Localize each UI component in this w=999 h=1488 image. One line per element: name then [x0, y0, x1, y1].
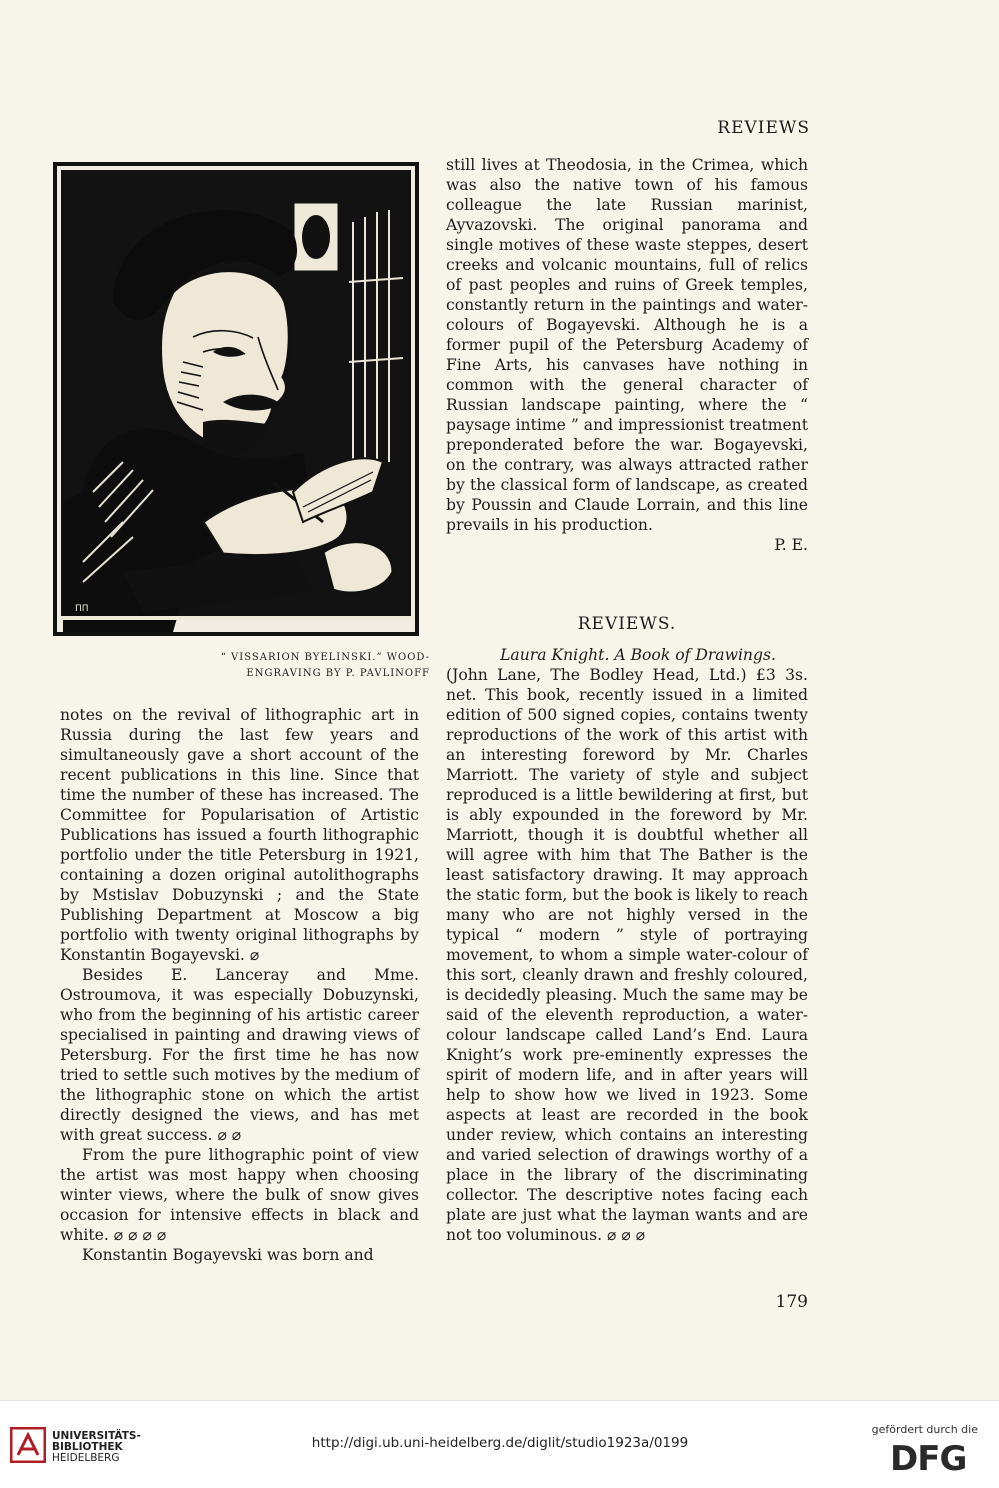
review-laura-knight [446, 645, 808, 1245]
paragraph: Konstantin Bogayevski was born and [82, 1246, 374, 1264]
university-library-logo-icon [10, 1427, 46, 1463]
library-name-line-2: BIBLIOTHEK [52, 1441, 123, 1453]
library-name-line-1: UNIVERSITÄTS- [52, 1430, 141, 1442]
caption-line-2: ENGRAVING BY P. PAVLINOFF [246, 668, 430, 679]
page-number: 179 [775, 1292, 808, 1312]
svg-text:ПП: ПП [75, 604, 89, 614]
dfg-logo: DFG [890, 1439, 967, 1479]
woodcut-portrait [53, 162, 419, 636]
paragraph: still lives at Theodosia, in the Crimea, which was also the native town of his famous colleague the late Russian marinist, Ayvazovski. The original panorama and single motives of these waste steppes, desert creeks and volcanic mountains, full of relics of past peoples and ruins of Greek temples, constantly return in the paintings and water-colours of Bogayevski. Although he is a former pupil of the Petersburg Academy of Fine Arts, his canvases have nothing in common with the general character of Russian landscape painting, where the “ paysage intime ” and impressionist treatment preponderated before the war. Bogayevski, on the contrary, was always attracted rather by the classical form of landscape, as created by Poussin and Claude Lorrain, and this line prevails in his production. [446, 156, 808, 534]
author-signature: P. E. [774, 536, 808, 554]
library-name-line-3: HEIDELBERG [52, 1452, 120, 1464]
library-name [52, 1431, 141, 1464]
review-body: (John Lane, The Bodley Head, Ltd.) £3 3s. net. This book, recently issued in a limited edition of 500 signed copies, contains twenty reproductions of the work of this artist with an interesting foreword by Mr. Charles Marriott. The variety of style and subject reproduced is a little bewildering at first, but is ably expounded in the foreword by Mr. Marriott, though it is doubtful whether all will agree with him that The Bather is the least satisfactory drawing. It may approach the static form, but the book is likely to reach many who are not highly versed in the typical “ modern ” style of portraying movement, to whom a simple water-colour of this sort, cleanly drawn and freshly coloured, is decidedly pleasing. Much the same may be said of the eleventh reproduction, a water-colour landscape called Land’s End. Laura Knight’s work pre-eminently expresses the spirit of modern life, and in after years will help to show how we lived in 1923. Some aspects at least are recorded in the book under review, which contains an interesting and varied selection of drawings worthy of a place in the library of the discriminating collector. The descriptive notes facing each plate are just what the layman wants and are not too voluminous. ⌀ ⌀ ⌀ [446, 666, 808, 1244]
section-title: REVIEWS. [577, 614, 677, 634]
portrait-engraving [53, 162, 419, 636]
permalink[interactable]: http://digi.ub.uni-heidelberg.de/diglit/studio1923a/0199 [311, 1435, 689, 1451]
paragraph: Besides E. Lanceray and Mme. Ostroumova, it was especially Dobuzynski, who from the beginning of his artistic career specialised in painting and drawing views of Petersburg. For the first time he has now tried to settle such motives by the medium of the lithographic stone on which the artist directly designed the views, and has met with great success. ⌀ ⌀ [60, 966, 419, 1144]
plate-caption [150, 650, 430, 682]
digitization-footer [0, 1400, 999, 1488]
paragraph: notes on the revival of lithographic art in Russia during the last few years and simultaneously gave a short account of the recent publications in this line. Since that time the number of these has increased. The Committee for Popularisation of Artistic Publications has issued a fourth lithographic portfolio under the title Petersburg in 1921, containing a dozen original autolithographs by Mstislav Dobuzynski ; and the State Publishing Department at Moscow a big portfolio with twenty original lithographs by Konstantin Bogayevski. ⌀ [60, 706, 419, 964]
funding-label: gefördert durch die [871, 1423, 978, 1436]
running-head: REVIEWS [717, 118, 810, 138]
caption-line-1: “ VISSARION BYELINSKI.” WOOD- [220, 652, 430, 663]
paragraph: From the pure lithographic point of view the artist was most happy when choosing winter views, where the bulk of snow gives occasion for intensive effects in black and white. ⌀ ⌀ ⌀ ⌀ [60, 1146, 419, 1244]
left-column [60, 705, 419, 1265]
right-column-top [446, 155, 808, 555]
review-title: Laura Knight. A Book of Drawings. [500, 646, 776, 664]
